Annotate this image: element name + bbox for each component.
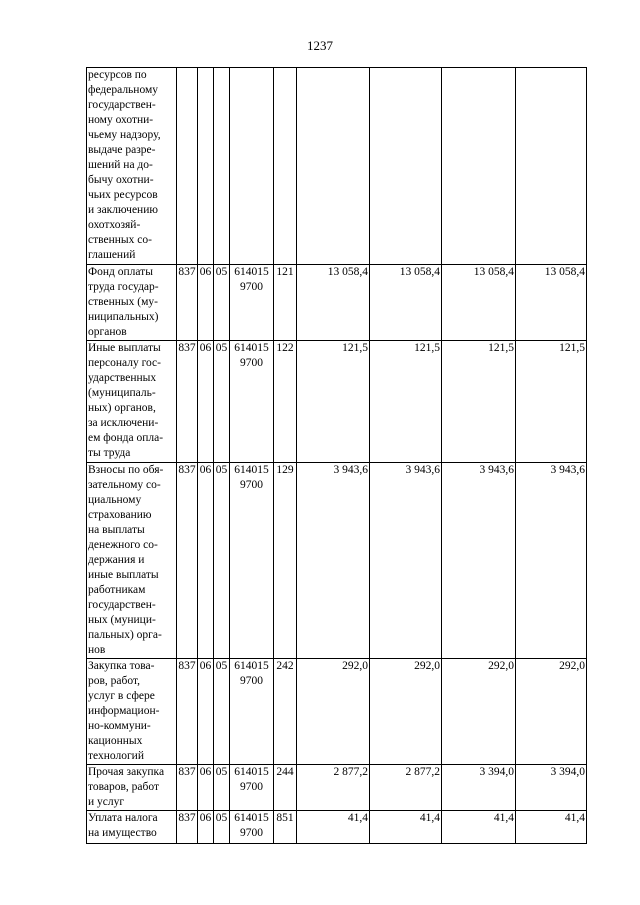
section-code-cell-text: 06 [199,342,212,354]
section-code-cell-text: 06 [199,766,212,778]
amount-cell-1-text: 292,0 [342,660,368,672]
amount-cell-2 [370,659,442,765]
amount-cell-4 [516,765,587,811]
amount-cell-4-text: 3 943,6 [550,464,585,476]
row-name-cell-text: Уплата налога на имущество [88,812,158,839]
amount-cell-2 [370,765,442,811]
amount-cell-4 [516,463,587,659]
subsection-code-cell-text: 05 [215,660,228,672]
amount-cell-3 [442,463,516,659]
amount-cell-1 [297,265,370,341]
expense-type-cell [274,341,297,463]
amount-cell-3-text: 13 058,4 [473,266,514,278]
amount-cell-4-text: 41,4 [564,812,585,824]
row-name-cell [87,463,177,659]
subsection-code-cell-text: 05 [215,464,228,476]
expense-type-cell [274,765,297,811]
subsection-code-cell [214,341,230,463]
amount-cell-1 [297,341,370,463]
section-code-cell [198,265,214,341]
amount-cell-4 [516,265,587,341]
amount-cell-2 [370,811,442,844]
amount-cell-1-text: 3 943,6 [333,464,368,476]
row-name-cell-text: Закупка това- ров, работ, услуг в сфере информацион- но-коммуни- кационных технологий [88,660,160,762]
amount-cell-3-text: 3 394,0 [479,766,514,778]
amount-cell-1-text: 13 058,4 [327,266,368,278]
expense-type-cell [274,659,297,765]
target-article-cell-text: 614015 9700 [234,766,269,793]
amount-cell-2 [370,341,442,463]
section-code-cell [198,659,214,765]
section-code-cell [198,765,214,811]
amount-cell-1-text: 41,4 [347,812,368,824]
target-article-cell [230,265,274,341]
subsection-code-cell [214,68,230,265]
table-row [87,341,587,463]
section-code-cell-text: 06 [199,266,212,278]
amount-cell-1-text: 2 877,2 [333,766,368,778]
section-code-cell-text: 06 [199,660,212,672]
page-number: 1237 [307,38,333,53]
ministry-code-cell [177,811,198,844]
amount-cell-3 [442,811,516,844]
target-article-cell [230,659,274,765]
amount-cell-3-text: 121,5 [488,342,514,354]
amount-cell-4-text: 13 058,4 [544,266,585,278]
table-row [87,765,587,811]
amount-cell-2-text: 292,0 [414,660,440,672]
section-code-cell [198,463,214,659]
expense-type-cell-text: 121 [276,266,294,278]
amount-cell-3 [442,68,516,265]
expense-type-cell-text: 129 [276,464,294,476]
target-article-cell [230,765,274,811]
amount-cell-3-text: 41,4 [493,812,514,824]
section-code-cell [198,341,214,463]
subsection-code-cell [214,463,230,659]
expense-type-cell [274,463,297,659]
row-name-cell [87,765,177,811]
amount-cell-2 [370,265,442,341]
row-name-cell-text: Иные выплаты персоналу гос- ударственных (муниципаль- ных) органов, за исключени- ем фонда опла- ты труда [88,342,164,459]
row-name-cell [87,659,177,765]
table-row [87,68,587,265]
ministry-code-cell [177,341,198,463]
budget-table-body [87,68,587,844]
expense-type-cell [274,265,297,341]
expense-type-cell [274,68,297,265]
ministry-code-cell-text: 837 [178,342,196,354]
table-row [87,659,587,765]
amount-cell-3 [442,659,516,765]
amount-cell-4-text: 3 394,0 [550,766,585,778]
budget-table [86,67,587,844]
ministry-code-cell [177,463,198,659]
amount-cell-3 [442,341,516,463]
amount-cell-1-text: 121,5 [342,342,368,354]
section-code-cell-text: 06 [199,812,212,824]
row-name-cell-text: Взносы по обя- зательному со- циальному страхованию на выплаты денежного со- держания и иные выплаты работникам государствен- ных (муници- пальных) орга- нов [88,464,164,656]
target-article-cell-text: 614015 9700 [234,812,269,839]
table-row [87,811,587,844]
section-code-cell-text: 06 [199,464,212,476]
subsection-code-cell-text: 05 [215,812,228,824]
ministry-code-cell-text: 837 [178,766,196,778]
row-name-cell [87,265,177,341]
amount-cell-4 [516,68,587,265]
amount-cell-1 [297,811,370,844]
section-code-cell [198,811,214,844]
row-name-cell-text: Фонд оплаты труда государ- ственных (му- ниципальных) органов [88,266,159,338]
amount-cell-1 [297,68,370,265]
ministry-code-cell [177,265,198,341]
table-row [87,265,587,341]
subsection-code-cell [214,811,230,844]
subsection-code-cell-text: 05 [215,342,228,354]
ministry-code-cell-text: 837 [178,812,196,824]
row-name-cell [87,68,177,265]
target-article-cell-text: 614015 9700 [234,266,269,293]
amount-cell-4-text: 121,5 [559,342,585,354]
ministry-code-cell-text: 837 [178,266,196,278]
subsection-code-cell-text: 05 [215,766,228,778]
ministry-code-cell-text: 837 [178,660,196,672]
ministry-code-cell [177,659,198,765]
amount-cell-3-text: 3 943,6 [479,464,514,476]
amount-cell-4 [516,341,587,463]
target-article-cell [230,68,274,265]
amount-cell-4 [516,811,587,844]
target-article-cell [230,463,274,659]
amount-cell-3 [442,265,516,341]
amount-cell-2-text: 121,5 [414,342,440,354]
amount-cell-2-text: 3 943,6 [405,464,440,476]
amount-cell-2-text: 13 058,4 [399,266,440,278]
expense-type-cell-text: 851 [276,812,294,824]
expense-type-cell-text: 122 [276,342,294,354]
target-article-cell [230,341,274,463]
amount-cell-1 [297,765,370,811]
amount-cell-1 [297,659,370,765]
subsection-code-cell [214,265,230,341]
subsection-code-cell [214,765,230,811]
ministry-code-cell [177,68,198,265]
ministry-code-cell-text: 837 [178,464,196,476]
section-code-cell [198,68,214,265]
amount-cell-2-text: 2 877,2 [405,766,440,778]
row-name-cell [87,341,177,463]
row-name-cell [87,811,177,844]
expense-type-cell-text: 244 [276,766,294,778]
subsection-code-cell [214,659,230,765]
expense-type-cell [274,811,297,844]
amount-cell-2-text: 41,4 [419,812,440,824]
amount-cell-2 [370,463,442,659]
amount-cell-3 [442,765,516,811]
ministry-code-cell [177,765,198,811]
expense-type-cell-text: 242 [276,660,294,672]
target-article-cell [230,811,274,844]
subsection-code-cell-text: 05 [215,266,228,278]
amount-cell-3-text: 292,0 [488,660,514,672]
target-article-cell-text: 614015 9700 [234,342,269,369]
amount-cell-2 [370,68,442,265]
row-name-cell-text: ресурсов по федеральному государствен- ному охотни- чьему надзору, выдаче разре- шений на до- бычу охотни- чьих ресурсов и заключению охотхозяй- ственных со- глашений [88,69,161,261]
amount-cell-1 [297,463,370,659]
target-article-cell-text: 614015 9700 [234,464,269,491]
row-name-cell-text: Прочая закупка товаров, работ и услуг [88,766,165,808]
target-article-cell-text: 614015 9700 [234,660,269,687]
amount-cell-4 [516,659,587,765]
amount-cell-4-text: 292,0 [559,660,585,672]
table-row [87,463,587,659]
